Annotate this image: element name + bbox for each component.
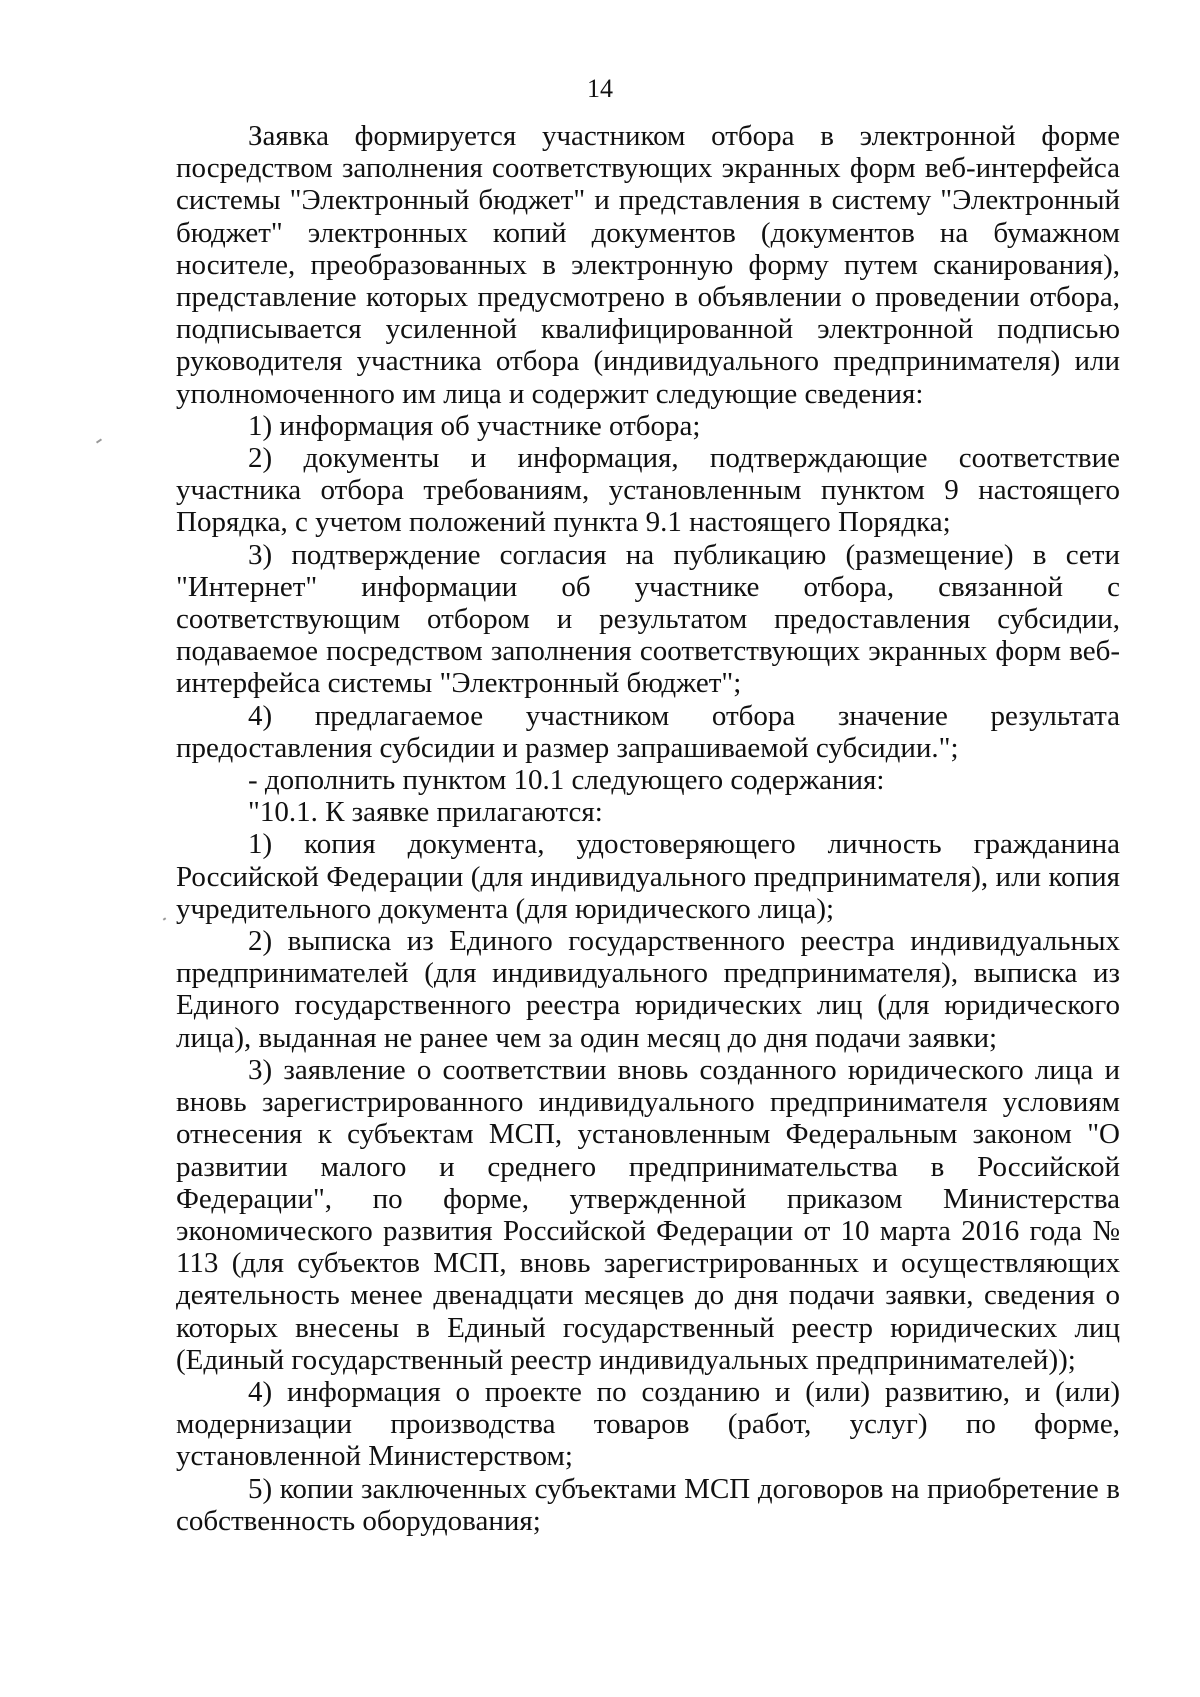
paragraph-item-3: 3) подтверждение согласия на публикацию (размещение) в сети "Интернет" информации об участнике отбора, связанной с соответствующим отбором и результатом предоставления субсидии, подаваемое посредством заполнения соответствующих экранных форм веб-интерфейса системы "Электронный бюджет"; [176,538,1120,700]
paragraph-attachment-5: 5) копии заключенных субъектами МСП договоров на приобретение в собственность оборудования; [176,1472,1120,1537]
paragraph-attachment-4: 4) информация о проекте по созданию и (или) развитию, и (или) модернизации производства товаров (работ, услуг) по форме, установленной Министерством; [176,1375,1120,1473]
paragraph-attachment-1: 1) копия документа, удостоверяющего личность гражданина Российской Федерации (для индивидуального предпринимателя), или копия учредительного документа (для юридического лица); [176,828,1120,925]
paragraph-item-1: 1) информация об участнике отбора; [248,409,701,442]
page-number: 14 [587,74,613,103]
paragraph-10-1-heading: "10.1. К заявке прилагаются: [248,796,603,829]
scan-speck [163,917,167,920]
paragraph-item-2: 2) документы и информация, подтверждающие соответствие участника отбора требованиям, установленным пунктом 9 настоящего Порядка, с учетом положений пункта 9.1 настоящего Порядка; [176,442,1120,539]
paragraph-attachment-3: 3) заявление о соответствии вновь созданного юридического лица и вновь зарегистрированного индивидуального предпринимателя условиям отнесения к субъектам МСП, установленным Федеральным законом "О развитии малого и среднего предпринимательства в Российской Федерации", по форме, утвержденной приказом Министерства экономического развития Российской Федерации от 10 марта 2016 года № 113 (для субъектов МСП, вновь зарегистрированных и осуществляющих деятельность менее двенадцати месяцев до дня подачи заявки, сведения о которых внесены в Единый государственный реестр юридических лиц (Единый государственный реестр индивидуальных предпринимателей)); [176,1053,1120,1376]
paragraph-amendment: - дополнить пунктом 10.1 следующего содержания: [248,764,885,797]
document-body [176,120,1120,1537]
paragraph-application-intro: Заявка формируется участником отбора в электронной форме посредством заполнения соответствующих экранных форм веб-интерфейса системы "Электронный бюджет" и представления в систему "Электронный бюджет" электронных копий документов (документов на бумажном носителе, преобразованных в электронную форму путем сканирования), представление которых предусмотрено в объявлении о проведении отбора, подписывается усиленной квалифицированной электронной подписью руководителя участника отбора (индивидуального предпринимателя) или уполномоченного им лица и содержит следующие сведения: [176,120,1120,410]
scan-speck [96,438,102,443]
paragraph-item-4: 4) предлагаемое участником отбора значение результата предоставления субсидии и размер запрашиваемой субсидии."; [176,699,1120,764]
paragraph-attachment-2: 2) выписка из Единого государственного реестра индивидуальных предпринимателей (для индивидуального предпринимателя), выписка из Единого государственного реестра юридических лиц (для юридического лица), выданная не ранее чем за один месяц до дня подачи заявки; [176,925,1120,1054]
